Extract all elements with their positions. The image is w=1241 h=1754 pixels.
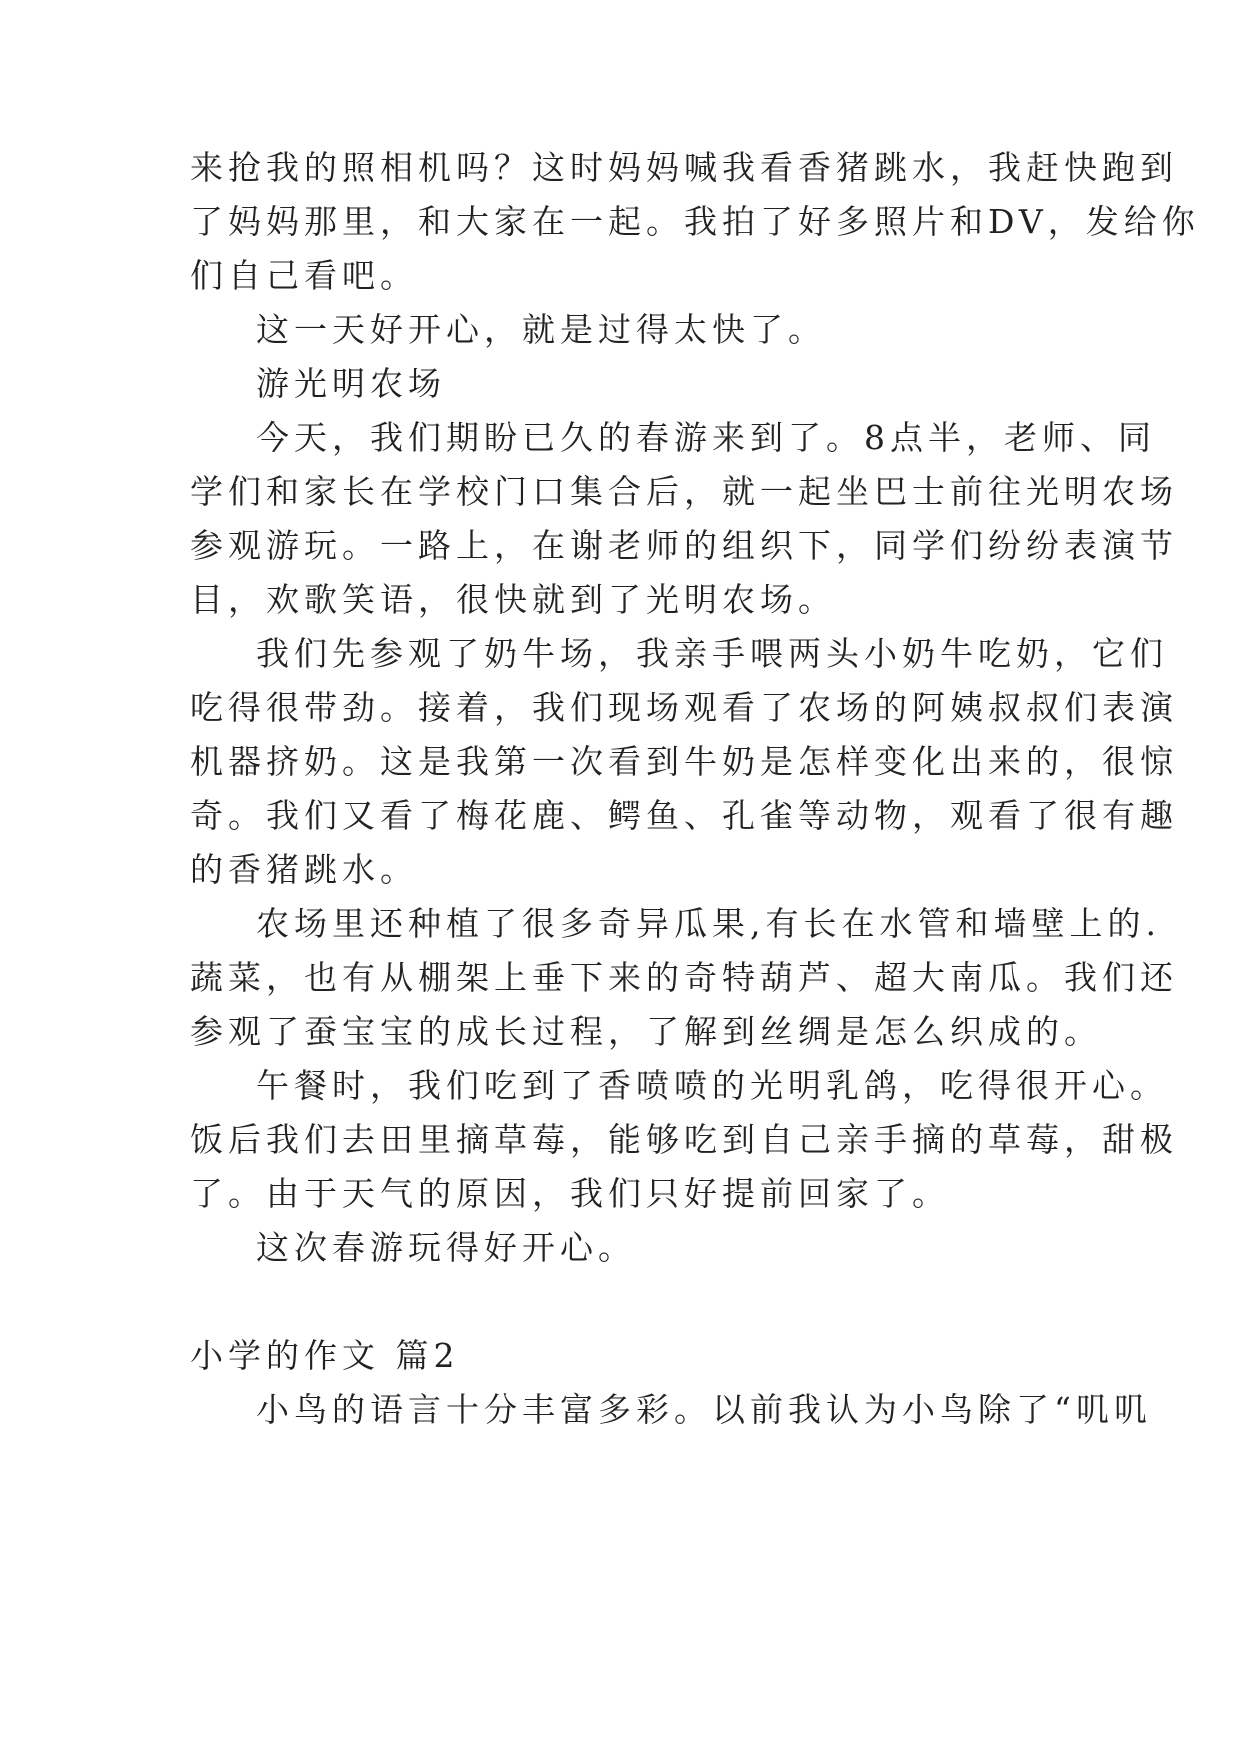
text-line: 饭后我们去田里摘草莓，能够吃到自己亲手摘的草莓，甜极 <box>190 1120 1178 1159</box>
text-line: 午餐时，我们吃到了香喷喷的光明乳鸽，吃得很开心。 <box>256 1066 1168 1105</box>
text-line: 来抢我的照相机吗？这时妈妈喊我看香猪跳水，我赶快跑到 <box>190 148 1178 187</box>
text-line: 机器挤奶。这是我第一次看到牛奶是怎样变化出来的，很惊 <box>190 742 1178 781</box>
text-line: 了。由于天气的原因，我们只好提前回家了。 <box>190 1174 950 1213</box>
text-line: 的香猪跳水。 <box>190 850 418 889</box>
essay-heading: 小学的作文 篇2 <box>190 1336 460 1375</box>
text-line: 参观游玩。一路上，在谢老师的组织下，同学们纷纷表演节 <box>190 526 1178 565</box>
text-line: 目，欢歌笑语，很快就到了光明农场。 <box>190 580 836 619</box>
text-line: 参观了蚕宝宝的成长过程，了解到丝绸是怎么织成的。 <box>190 1012 1102 1051</box>
section-title: 游光明农场 <box>256 364 446 403</box>
text-line: 学们和家长在学校门口集合后，就一起坐巴士前往光明农场 <box>190 472 1178 511</box>
text-line: 吃得很带劲。接着，我们现场观看了农场的阿姨叔叔们表演 <box>190 688 1178 727</box>
text-line: 农场里还种植了很多奇异瓜果,有长在水管和墙壁上的. <box>256 904 1161 943</box>
text-line: 这一天好开心，就是过得太快了。 <box>256 310 826 349</box>
text-line: 小鸟的语言十分丰富多彩。以前我认为小鸟除了“叽叽 <box>256 1390 1152 1429</box>
text-line: 今天，我们期盼已久的春游来到了。8点半，老师、同 <box>256 418 1156 457</box>
text-line: 们自己看吧。 <box>190 256 418 295</box>
text-line: 了妈妈那里，和大家在一起。我拍了好多照片和DV，发给你 <box>190 202 1200 241</box>
text-line: 蔬菜，也有从棚架上垂下来的奇特葫芦、超大南瓜。我们还 <box>190 958 1178 997</box>
text-line: 奇。我们又看了梅花鹿、鳄鱼、孔雀等动物，观看了很有趣 <box>190 796 1178 835</box>
text-line: 这次春游玩得好开心。 <box>256 1228 636 1267</box>
text-line: 我们先参观了奶牛场，我亲手喂两头小奶牛吃奶，它们 <box>256 634 1168 673</box>
